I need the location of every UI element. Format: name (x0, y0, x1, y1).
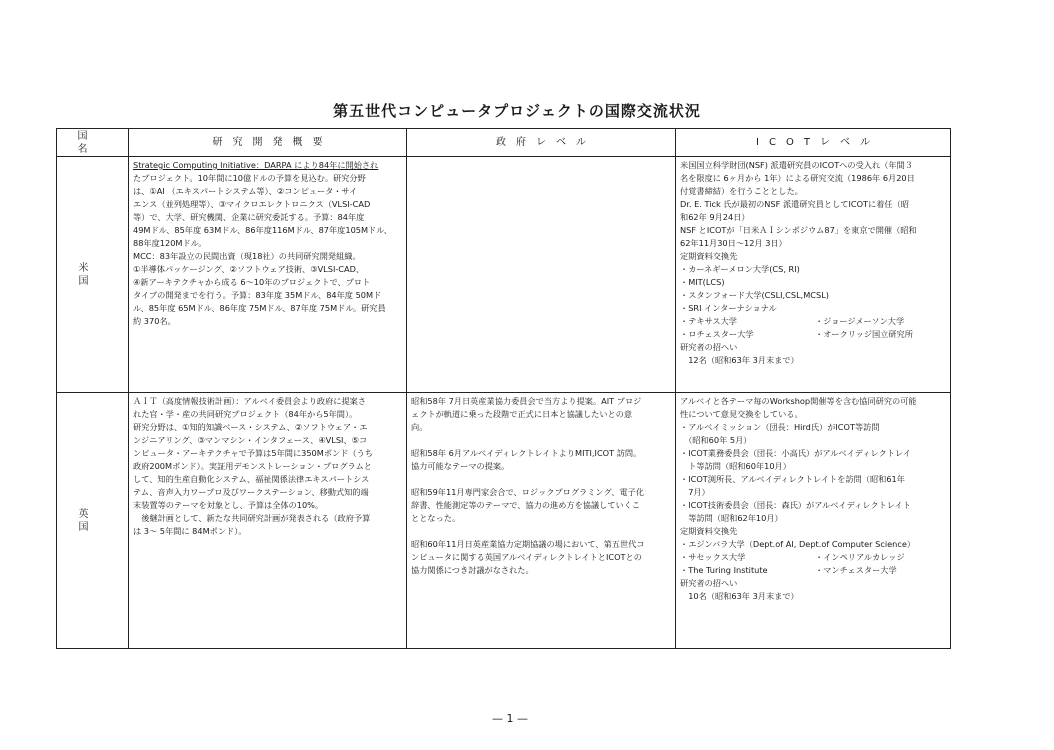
uk-research-line: テム、音声入力ワープロ及びワークステーション、移動式知的端 (133, 487, 369, 497)
uk-icot-line: 等訪問（昭和62年10月） (680, 513, 783, 523)
header-row (57, 129, 951, 157)
uk-icot-pair (680, 551, 946, 564)
country-usa: 米 国 (57, 157, 129, 393)
usa-icot-line: 米国国立科学財団(NSF) 派遣研究員のICOTへの受入れ（年間３ (680, 160, 913, 170)
uk-icot-line: ・ICOT技術委員会（団長：森氏）がアルベイディレクトレイト (680, 500, 911, 510)
uk-icot-line: 性について意見交換をしている。 (680, 409, 803, 419)
uk-research-line: ＡＩＴ（高度情報技術計画）：アルベイ委員会より政府に提案さ (133, 396, 367, 406)
country-uk: 英 国 (57, 393, 129, 649)
uk-gov-line: 向。 (411, 422, 428, 432)
usa-icot-line: 12名（昭和63年 3月末まで） (680, 355, 799, 365)
usa-research-line: 等）で、大学、研究機関、企業に研究委託する。予算：84年度 (133, 212, 365, 222)
page-number: — 1 — (492, 712, 528, 725)
spacer (411, 473, 671, 486)
uk-icot-pair-item: ・インペリアルカレッジ (815, 552, 905, 562)
uk-icot-line: （昭和60年 5月） (680, 435, 752, 445)
uk-icot-line: ・ICOT渕所長、アルベイディレクトレイトを訪問（昭和61年 (680, 474, 905, 484)
usa-research-line: タイプの開発までを行う。予算：83年度 35Mドル、84年度 50Mド (133, 290, 382, 300)
usa-research-line: ル、85年度 65Mドル、86年度 75Mドル、87年度 75Mドル。研究員 (133, 303, 386, 313)
uk-research-line: ンピュータ・アーキテクチャで予算は5年間に350Mポンド（うち (133, 448, 373, 458)
spacer (411, 434, 671, 447)
header-research: 研 究 開 発 概 要 (129, 129, 407, 157)
row-uk (57, 393, 951, 649)
usa-icot-line: ・カーネギーメロン大学(CS, RI) (680, 264, 800, 274)
uk-icot-line: 7月） (680, 487, 710, 497)
uk-icot-pair-item: ・サセックス大学 (680, 552, 746, 562)
uk-research-line: 末装置等のテーマを対象とし、予算は全体の10%。 (133, 500, 324, 510)
usa-icot-pair-item: ・オークリッジ国立研究所 (815, 329, 913, 339)
uk-gov-line: ェクトが軌道に乗った段階で正式に日本と協議したいとの意 (411, 409, 633, 419)
uk-icot-line: ・ICOT業務委員会（団長：小高氏）がアルベイディレクトレイ (680, 448, 911, 458)
header-icot: I C O T レ ベ ル (676, 129, 951, 157)
usa-icot-pair-item: ・テキサス大学 (680, 316, 737, 326)
spacer (411, 525, 671, 538)
uk-gov-line: 昭和58年 6月アルベイディレクトレイトよりMITI,ICOT 訪問。 (411, 448, 642, 458)
usa-icot-line: NSF とICOTが「日米ＡＩシンポジウム87」を東京で開催（昭和 (680, 225, 917, 235)
uk-government-cell (407, 393, 676, 649)
document-title: 第五世代コンピュータプロジェクトの国際交流状況 (333, 102, 701, 120)
usa-government-cell (407, 157, 676, 393)
uk-gov-line: 昭和60年11月日英産業協力定期協議の場において、第五世代コ (411, 539, 645, 549)
uk-research-line: は 3～ 5年間に 84Mポンド）。 (133, 526, 247, 536)
usa-icot-line: 研究者の招へい (680, 342, 738, 352)
usa-icot-pair (680, 315, 946, 328)
usa-research-line: ①半導体パッケージング、②ソフトウェア技術、③VLSI-CAD、 (133, 264, 365, 274)
usa-research-line: ④新アーキテクチャから成る 6～10年のプロジェクトで、プロト (133, 277, 371, 287)
usa-icot-line: 定期資料交換先 (680, 251, 738, 261)
usa-research-line: MCC：83年設立の民間出資（現18社）の共同研究開発組織。 (133, 251, 361, 261)
header-country: 国 名 (57, 129, 129, 157)
uk-icot-line: アルベイと各テーマ毎のWorkshop開催等を含む協同研究の可能 (680, 396, 917, 406)
usa-icot-pair-item: ・ロチェスター大学 (680, 329, 754, 339)
usa-research-line: は、①AI （エキスパートシステム等）、②コンピュータ・サイ (133, 186, 358, 196)
usa-icot-cell (676, 157, 951, 393)
uk-icot-pair-item: ・マンチェスター大学 (815, 565, 897, 575)
usa-icot-line: Dr. E. Tick 氏が最初のNSF 派遣研究員としてICOTに着任（昭 (680, 199, 909, 209)
usa-icot-line: 和62年 9月24日） (680, 212, 750, 222)
uk-icot-line: 10名（昭和63年 3月末まで） (680, 591, 799, 601)
uk-research-line: れた官・学・産の共同研究プロジェクト（84年から5年間）。 (133, 409, 358, 419)
uk-gov-line: 昭和58年 7月日英産業協力委員会で当方より提案。AIT プロジ (411, 396, 642, 406)
uk-icot-line: ト等訪問（昭和60年10月） (680, 461, 791, 471)
usa-icot-line: ・スタンフォード大学(CSLI,CSL,MCSL) (680, 290, 829, 300)
uk-icot-line: 研究者の招へい (680, 578, 738, 588)
usa-icot-line: ・MIT(LCS) (680, 277, 725, 287)
usa-research-cell (129, 157, 407, 393)
uk-research-cell (129, 393, 407, 649)
usa-research-line: 約 370名。 (133, 316, 176, 326)
uk-icot-pair (680, 564, 946, 577)
uk-gov-line: ンピュータに関する英国アルベイディレクトレイトとICOTとの (411, 552, 642, 562)
uk-icot-line: ・アルベイミッション（団長：Hird氏）がICOT等訪問 (680, 422, 880, 432)
uk-gov-line: 昭和59年11月専門家会合で、ロジックプログラミング、電子化 (411, 487, 645, 497)
usa-icot-line: 付覚書締結）を行うこととした。 (680, 186, 803, 196)
usa-icot-pair-item: ・ジョージメーソン大学 (815, 316, 905, 326)
usa-icot-line: ・SRI インターナショナル (680, 303, 777, 313)
exchange-table (56, 128, 951, 649)
usa-icot-line: 62年11月30日～12月 3日） (680, 238, 787, 248)
usa-research-line: 88年度120Mドル。 (133, 238, 207, 248)
uk-gov-line: 協力関係につき討議がなされた。 (411, 565, 534, 575)
usa-icot-pair (680, 328, 946, 341)
uk-icot-line: ・エジンバラ大学（Dept.of AI, Dept.of Computer Science） (680, 539, 916, 549)
uk-gov-line: 辞書、性能測定等のテーマで、協力の進め方を協議していくこ (411, 500, 641, 510)
uk-gov-line: ととなった。 (411, 513, 461, 523)
uk-icot-pair-item: ・The Turing Institute (680, 565, 768, 575)
usa-research-line: 49Mドル、85年度 63Mドル、86年度116Mドル、87年度105Mドル、 (133, 225, 392, 235)
uk-research-line: して、知的生産自動化システム、福祉関係法律エキスパートシス (133, 474, 370, 484)
header-government: 政 府 レ ベ ル (407, 129, 676, 157)
uk-research-line: 後継計画として、新たな共同研究計画が発表される（政府予算 (133, 513, 371, 523)
usa-research-line: Strategic Computing Initiative：DARPA により84年に開始され (133, 160, 379, 170)
uk-gov-line: 協力可能なテーマの提案。 (411, 461, 510, 471)
uk-icot-line: 定期資料交換先 (680, 526, 738, 536)
uk-research-line: 研究分野は、①知的知識ベース・システム、②ソフトウェア・エ (133, 422, 368, 432)
usa-icot-line: 名を限度に 6ヶ月から 1年）による研究交流（1986年 6月20日 (680, 173, 915, 183)
row-usa (57, 157, 951, 393)
uk-icot-cell (676, 393, 951, 649)
usa-research-line: たプロジェクト。10年間に10億ドルの予算を見込む。研究分野 (133, 173, 366, 183)
uk-research-line: ンジニアリング、③マンマシン・インタフェース、④VLSI、⑤コ (133, 435, 368, 445)
usa-research-line: エンス（並列処理等）、③マイクロエレクトロニクス（VLSI-CAD (133, 199, 371, 209)
uk-research-line: 政府200Mポンド）。実証用デモンストレーション・プログラムと (133, 461, 372, 471)
